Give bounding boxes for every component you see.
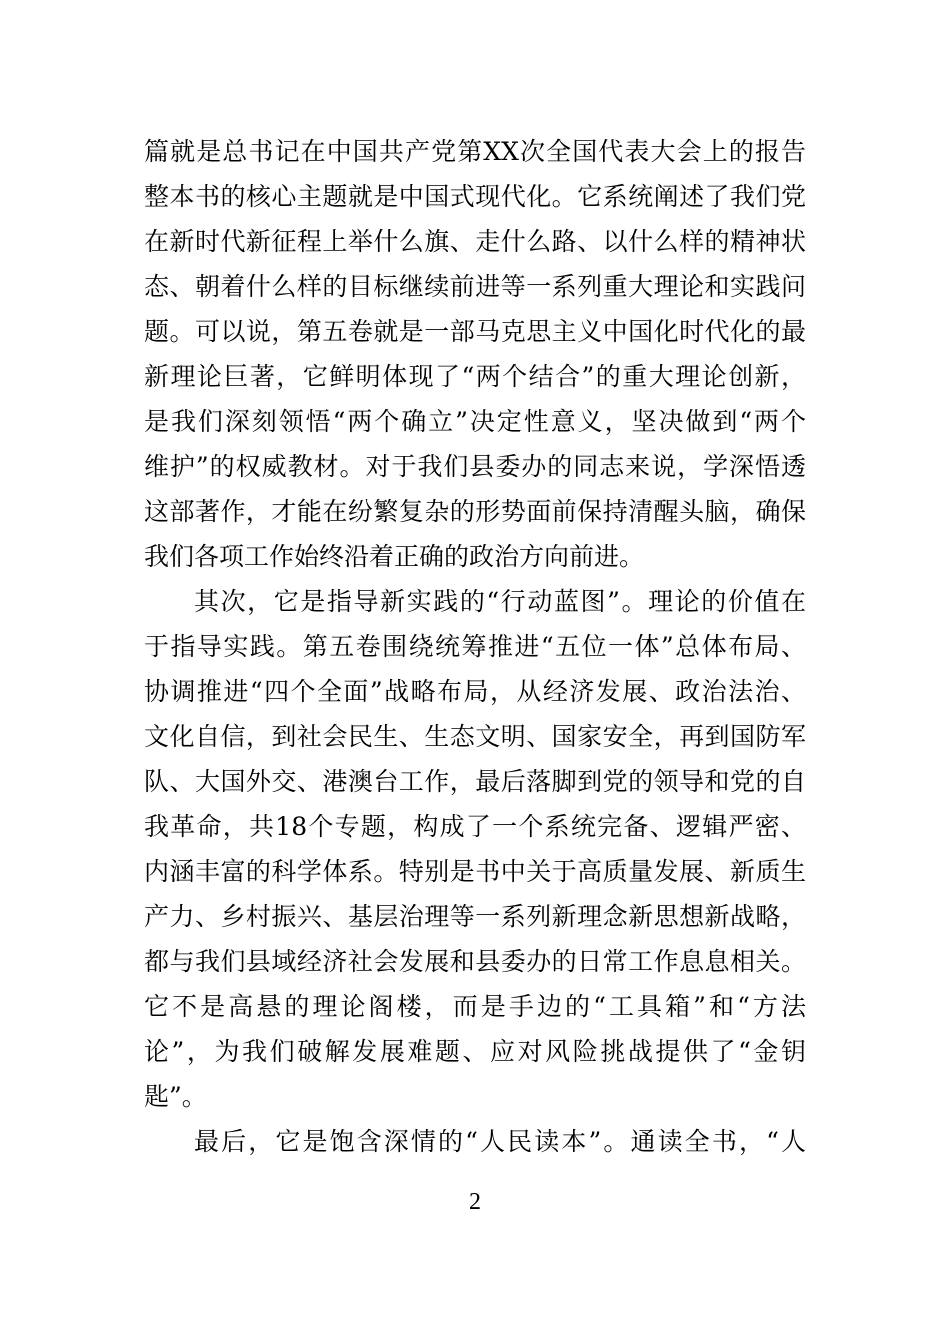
text-line: 我们各项工作始终沿着正确的政治方向前进。 xyxy=(144,542,645,571)
text-line: 篇就是总书记在中国共产党第XX次全国代表大会上的报告 xyxy=(144,137,806,166)
text-line: 文化自信，到社会民生、生态文明、国家安全，再到国防军 xyxy=(144,722,806,751)
text-line: 是我们深刻领悟“两个确立”决定性意义，坚决做到“两个 xyxy=(144,407,806,436)
text-line: 于指导实践。第五卷围绕统筹推进“五位一体”总体布局、 xyxy=(144,632,806,661)
text-line: 我革命，共18个专题，构成了一个系统完备、逻辑严密、 xyxy=(144,812,806,841)
text-line: 新理论巨著，它鲜明体现了“两个结合”的重大理论创新， xyxy=(144,362,806,391)
text-line: 队、大国外交、港澳台工作，最后落脚到党的领导和党的自 xyxy=(144,767,806,796)
text-line: 态、朝着什么样的目标继续前进等一系列重大理论和实践问 xyxy=(144,272,806,301)
text-line: 在新时代新征程上举什么旗、走什么路、以什么样的精神状 xyxy=(144,227,806,256)
text-line: 论”，为我们破解发展难题、应对风险挑战提供了“金钥 xyxy=(144,1037,806,1066)
text-line: 协调推进“四个全面”战略布局，从经济发展、政治法治、 xyxy=(144,677,806,706)
text-line: 题。可以说，第五卷就是一部马克思主义中国化时代化的最 xyxy=(144,317,806,346)
paragraph-first-line: 其次，它是指导新实践的“行动蓝图”。理论的价值在 xyxy=(194,587,806,616)
text-line: 维护”的权威教材。对于我们县委办的同志来说，学深悟透 xyxy=(144,452,806,481)
text-line: 它不是高悬的理论阁楼，而是手边的“工具箱”和“方法 xyxy=(144,992,806,1021)
text-line: 这部著作，才能在纷繁复杂的形势面前保持清醒头脑，确保 xyxy=(144,497,806,526)
page-number: 2 xyxy=(469,1189,481,1215)
paragraph-first-line: 最后，它是饱含深情的“人民读本”。通读全书，“人 xyxy=(194,1127,806,1156)
text-line: 都与我们县域经济社会发展和县委办的日常工作息息相关。 xyxy=(144,947,806,976)
text-line: 产力、乡村振兴、基层治理等一系列新理念新思想新战略， xyxy=(144,902,806,931)
text-line: 匙”。 xyxy=(144,1082,207,1111)
text-line: 整本书的核心主题就是中国式现代化。它系统阐述了我们党 xyxy=(144,182,806,211)
text-line: 内涵丰富的科学体系。特别是书中关于高质量发展、新质生 xyxy=(144,857,806,886)
